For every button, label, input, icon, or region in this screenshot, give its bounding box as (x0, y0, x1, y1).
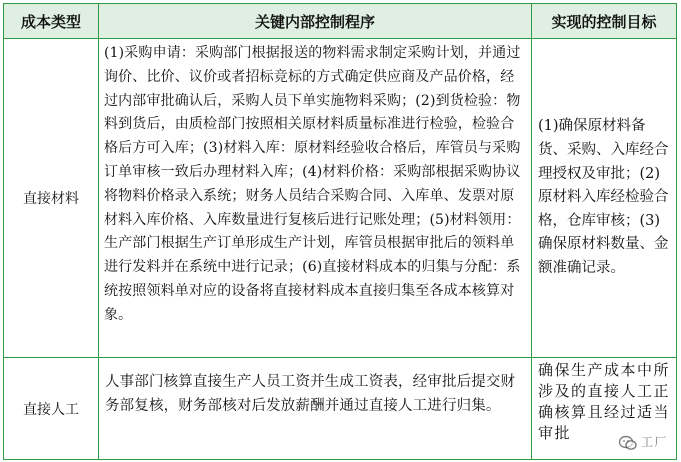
row-direct-labor-type: 直接人工 (4, 358, 99, 460)
row-direct-material-procedure: (1)采购申请：采购部门根据报送的物料需求制定采购计划，并通过询价、比价、议价或者招标竞标的方式确定供应商及产品价格，经过内部审批确认后，采购人员下单实施物料采购；(2)到货检验：物料到货后，由质检部门按照相关原材料质量标准进行检验，检验合格后方可入库；(3)材料入库：原材料经验收合格后，库管员与采购订单审核一致后办理材料入库；(4)材料价格：采购部根据采购协议将物料价格录入系统；财务人员结合采购合同、入库单、发票对原材料入库价格、入库数量进行复核后进行记账处理；(5)材料领用：生产部门根据生产订单形成生产计划，库管员根据审批后的领料单进行发料并在系统中进行记录；(6)直接材料成本的归集与分配：系统按照领料单对应的设备将直接材料成本直接归集至各成本核算对象。 (99, 39, 532, 358)
header-key-procedure: 关键内部控制程序 (99, 4, 532, 39)
row-direct-labor-goal (532, 358, 677, 460)
row-direct-material-type: 直接材料 (4, 39, 99, 358)
row-direct-labor-procedure: 人事部门核算直接生产人员工资并生成工资表，经审批后提交财务部复核，财务部核对后发放薪酬并通过直接人工进行归集。 (99, 358, 532, 460)
wechat-logo-icon (619, 435, 637, 451)
goal-text: (1)确保原材料备货、采购、入库经合理授权及审批；(2)原材料入库经检验合格，仓库审核；(3)确保原材料数量、金额准确记录。 (538, 118, 669, 276)
header-cost-type: 成本类型 (4, 4, 99, 39)
internal-control-table (3, 3, 677, 460)
goal-text: 确保生产成本中所涉及的直接人工正确核算且经过适当审批 (538, 361, 671, 442)
watermark-text: 工厂 (640, 435, 668, 449)
header-control-goal: 实现的控制目标 (532, 4, 677, 39)
watermark (619, 432, 668, 453)
row-direct-material-goal (532, 39, 677, 358)
